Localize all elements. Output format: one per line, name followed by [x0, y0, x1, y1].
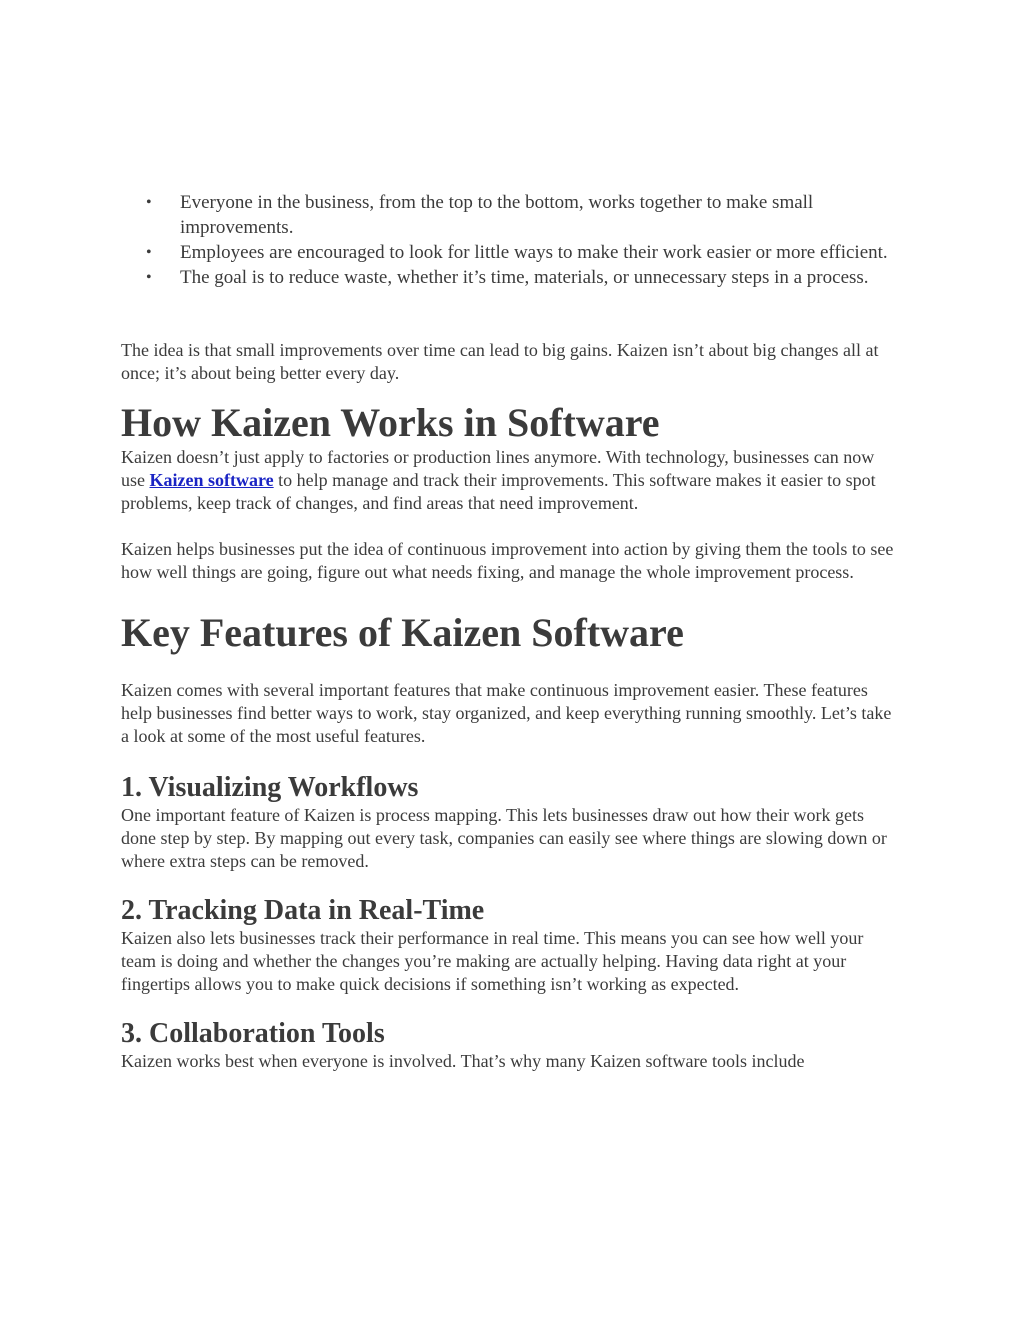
- feature-text-tracking: Kaizen also lets businesses track their performance in real time. This means you can see how well your team is doing and whether the changes you’re making are actually helping. Having data right at your fingertips allows you to make quick decisions if something isn’t working as expected.: [121, 928, 864, 994]
- bullet-icon: •: [146, 194, 152, 211]
- list-item: • Employees are encouraged to look for little ways to make their work easier or more efficient.: [146, 242, 888, 263]
- section-heading-features: Key Features of Kaizen Software: [121, 610, 684, 655]
- feature-heading-visualizing: 1. Visualizing Workflows: [121, 772, 419, 803]
- software-paragraph-2: Kaizen helps businesses put the idea of continuous improvement into action by giving them the tools to see how well things are going, figure out what needs fixing, and manage the whole improvement process.: [121, 539, 894, 582]
- bullet-icon: •: [146, 269, 152, 286]
- feature-text-visualizing: One important feature of Kaizen is process mapping. This lets businesses draw out how their work gets done step by step. By mapping out every task, companies can easily see where things are slowing down or where extra steps can be removed.: [121, 805, 887, 871]
- list-item: • Everyone in the business, from the top to the bottom, works together to make small improvements.: [146, 192, 814, 238]
- document-content: [121, 190, 901, 1073]
- list-item: • The goal is to reduce waste, whether it’s time, materials, or unnecessary steps in a process.: [146, 267, 869, 288]
- features-intro-paragraph: Kaizen comes with several important features that make continuous improvement easier. These features help businesses find better ways to work, stay organized, and keep everything running smoothly. Let’s take a look at some of the most useful features.: [121, 680, 892, 746]
- bullet-icon: •: [146, 244, 152, 261]
- feature-heading-collaboration: 3. Collaboration Tools: [121, 1018, 385, 1049]
- section-heading-software: How Kaizen Works in Software: [121, 400, 660, 445]
- software-paragraph-1: Kaizen doesn’t just apply to factories or production lines anymore. With technology, businesses can now use Kaizen software to help manage and track their improvements. This software makes it easier to spot problems, keep track of changes, and find areas that need improvement.: [121, 447, 876, 513]
- feature-heading-tracking: 2. Tracking Data in Real-Time: [121, 895, 485, 926]
- kaizen-software-link[interactable]: Kaizen software: [149, 470, 274, 490]
- intro-paragraph: The idea is that small improvements over time can lead to big gains. Kaizen isn’t about big changes all at once; it’s about being better every day.: [121, 340, 879, 383]
- feature-text-collaboration: Kaizen works best when everyone is involved. That’s why many Kaizen software tools include: [121, 1051, 805, 1071]
- kaizen-principles-list: [121, 190, 901, 290]
